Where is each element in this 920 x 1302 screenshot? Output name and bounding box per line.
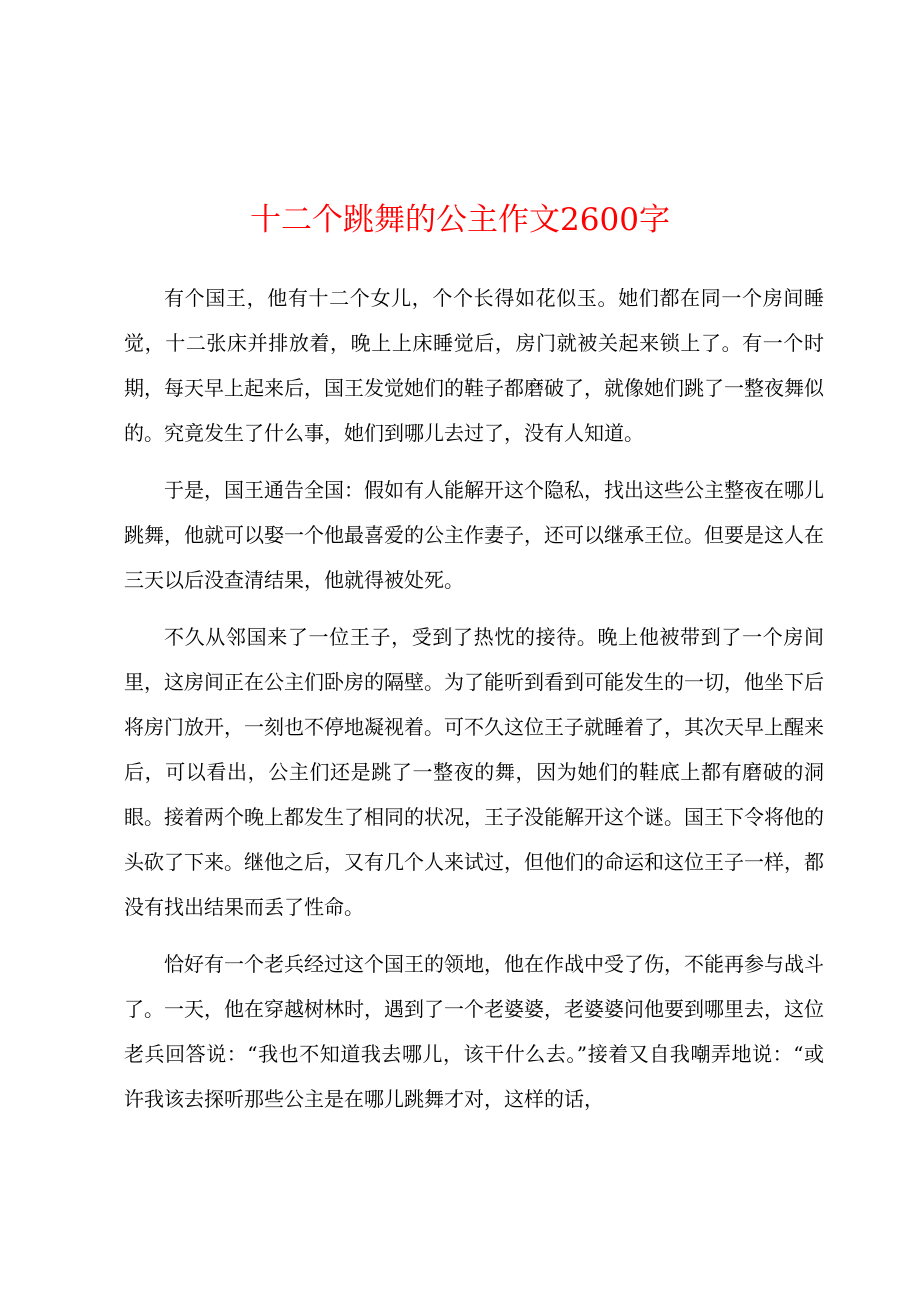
article-body	[124, 276, 824, 1134]
page-title: 十二个跳舞的公主作文2600字	[250, 202, 670, 238]
paragraph-2: 于是，国王通告全国：假如有人能解开这个隐私，找出这些公主整夜在哪儿跳舞，他就可以娶一个他最喜爱的公主作妻子，还可以继承王位。但要是这人在三天以后没查清结果，他就得被处死。	[124, 478, 824, 592]
paragraph-3: 不久从邻国来了一位王子，受到了热忱的接待。晚上他被带到了一个房间里，这房间正在公主们卧房的隔壁。为了能听到看到可能发生的一切，他坐下后将房门放开，一刻也不停地凝视着。可不久这位王子就睡着了，其次天早上醒来后，可以看出，公主们还是跳了一整夜的舞，因为她们的鞋底上都有磨破的洞眼。接着两个晚上都发生了相同的状况，王子没能解开这个谜。国王下令将他的头砍了下来。继他之后，又有几个人来试过，但他们的命运和这位王子一样，都没有找出结果而丢了性命。	[124, 625, 824, 919]
paragraph-1: 有个国王，他有十二个女儿，个个长得如花似玉。她们都在同一个房间睡觉，十二张床并排放着，晚上上床睡觉后，房门就被关起来锁上了。有一个时期，每天早上起来后，国王发觉她们的鞋子都磨破了，就像她们跳了一整夜舞似的。究竟发生了什么事，她们到哪儿去过了，没有人知道。	[124, 286, 824, 445]
paragraph-4: 恰好有一个老兵经过这个国王的领地，他在作战中受了伤，不能再参与战斗了。一天，他在穿越树林时，遇到了一个老婆婆，老婆婆问他要到哪里去，这位老兵回答说：“我也不知道我去哪儿，该干什么去。”接着又自我嘲弄地说：“或许我该去探听那些公主是在哪儿跳舞才对，这样的话，	[124, 952, 824, 1111]
